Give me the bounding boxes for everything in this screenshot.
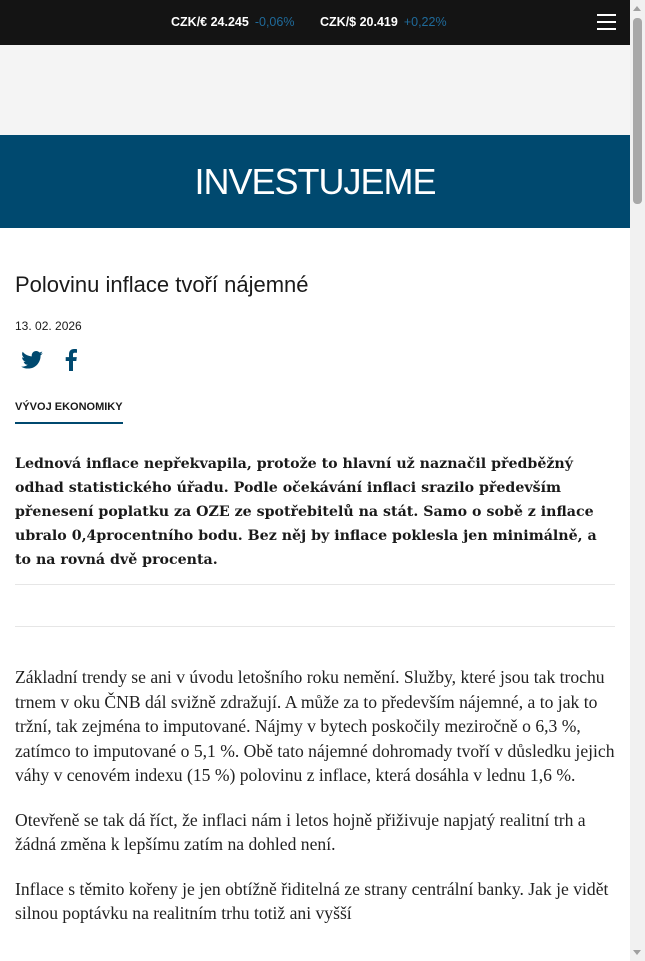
scroll-up-icon[interactable] [633, 6, 641, 11]
hamburger-menu-icon[interactable] [597, 14, 616, 30]
rate-change: +0,22% [403, 15, 447, 29]
scrollbar[interactable] [630, 0, 645, 961]
article [0, 271, 630, 926]
currency-bar [0, 0, 630, 45]
article-lead: Lednová inflace nepřekvapila, protože to hlavní už naznačil předběžný odhad statistického úřadu. Podle očekávání inflaci srazilo především přenesení poplatku za OZE ze spotřebitelů na stát. Samo o sobě z inflace ubralo 0,4procentního bodu. Bez něj by inflace poklesla jen minimálně, a to na rovná dvě procenta. [15, 452, 615, 585]
article-body [15, 665, 615, 926]
article-date: 13. 02. 2026 [15, 319, 82, 333]
scroll-down-icon[interactable] [633, 950, 641, 955]
divider [15, 585, 615, 627]
ad-placeholder [0, 45, 630, 135]
share-buttons [15, 347, 615, 373]
paragraph: Inflace s těmito kořeny je jen obtížně řiditelná ze strany centrální banky. Jak je vidět silnou poptávku na realitním trhu totiž ani vyšší [15, 878, 609, 923]
facebook-icon[interactable] [65, 349, 77, 371]
scrollbar-thumb[interactable] [633, 18, 642, 204]
section-banner[interactable] [0, 135, 630, 228]
paragraph: Otevřeně se tak dá říct, že inflaci nám i letos hojně přiživuje napjatý realitní trh a žádná změna k lepšímu zatím na dohled není. [15, 809, 586, 854]
rate-usd [320, 15, 447, 29]
rate-change: -0,06% [254, 15, 295, 29]
twitter-icon[interactable] [21, 351, 43, 369]
rate-value: CZK/$ 20.419 [320, 15, 398, 29]
rate-eur [171, 15, 294, 29]
rate-value: CZK/€ 24.245 [171, 15, 249, 29]
paragraph: Základní trendy se ani v úvodu letošního roku nemění. Služby, které jsou tak trochu trnem v oku ČNB dál svižně zdražují. A může za to především nájemné, a to jak to tržní, tak zejména to imputované. Nájmy v bytech poskočily meziročně o 6,3 %, zatímco to imputované o 5,1 %. Obě tato nájemné dohromady tvoří v důsledku jejich váhy v cenovém indexu (15 %) polovinu z inflace, která dosáhla v lednu 1,6 %. [15, 667, 615, 785]
section-logo: INVESTUJEME [194, 160, 436, 202]
article-title: Polovinu inflace tvoří nájemné [15, 272, 309, 297]
category-tag[interactable]: VÝVOJ EKONOMIKY [15, 401, 123, 424]
